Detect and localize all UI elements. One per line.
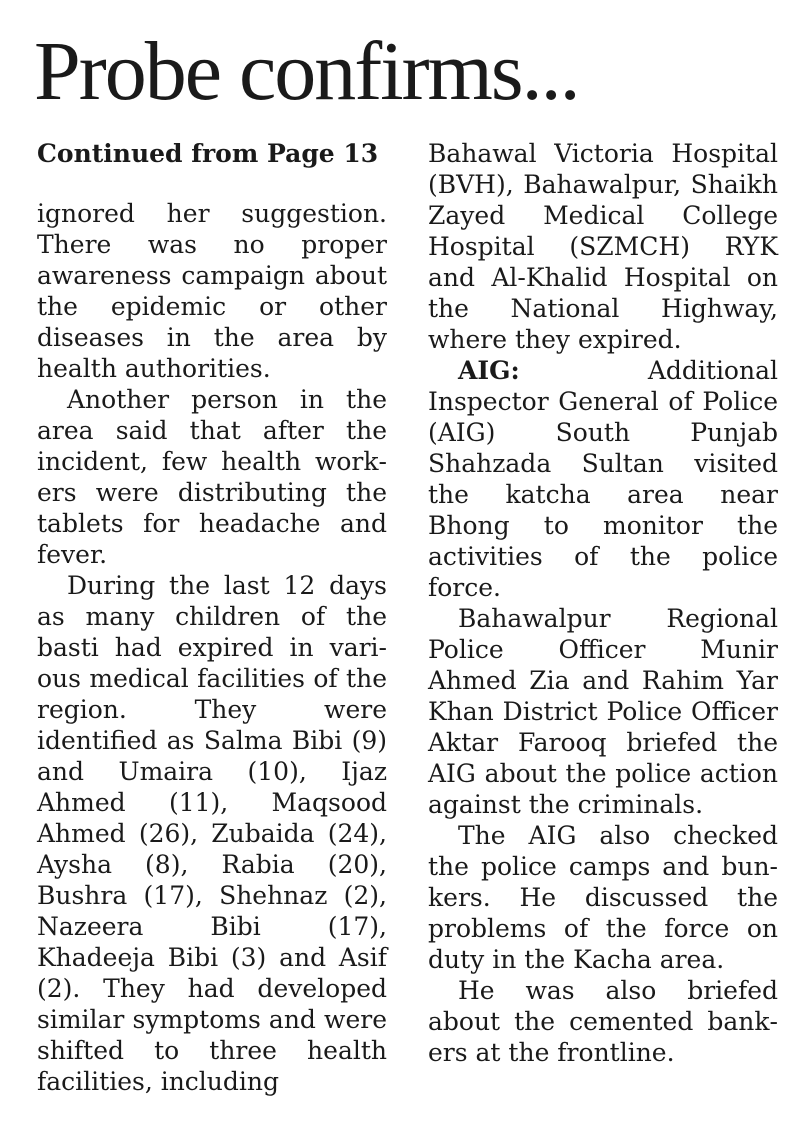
continued-from-label: Continued from Page 13 xyxy=(37,139,379,168)
run-in-heading: AIG: xyxy=(458,356,520,385)
left-column-body xyxy=(37,198,387,1097)
headline: Probe confirms... xyxy=(34,25,579,118)
paragraph xyxy=(428,975,778,1068)
paragraph xyxy=(37,384,387,570)
right-column xyxy=(428,138,778,1068)
paragraph-text: Bahawal Victoria Hospital (BVH), Bahawalpur, Shaikh Zayed Medical College Hospital (SZMCH) RYK and Al-Khalid Hospital on the National Highway, where they expired. xyxy=(428,139,778,354)
paragraph-text: ignored her suggestion. There was no proper awareness campaign about the epidemic or other diseases in the area by health authorities. xyxy=(37,199,387,383)
right-column-body xyxy=(428,138,778,1068)
paragraph-text: During the last 12 days as many children of the basti had expired in various medical facilities of the region. They were identified as Salma Bibi (9) and Umaira (10), Ijaz Ahmed (11), Maqsood Ahmed (26), Zubaida (24), Aysha (8), Rabia (20), Bushra (17), Shehnaz (2), Nazeera Bibi (17), Khadeeja Bibi (3) and Asif (2). They had developed similar symptoms and were shifted to three health facilities, including xyxy=(37,571,387,1096)
paragraph-text: Additional Inspector General of Police (AIG) South Punjab Shahzada Sultan visited the katcha area near Bhong to monitor the activities of the police force. xyxy=(428,356,778,602)
paragraph xyxy=(428,820,778,975)
paragraph xyxy=(37,198,387,384)
paragraph-text: The AIG also checked the police camps and bunkers. He discussed the problems of the force on duty in the Kacha area. xyxy=(428,821,778,974)
paragraph xyxy=(37,570,387,1097)
paragraph xyxy=(428,138,778,355)
paragraph-text: Bahawalpur Regional Police Officer Munir Ahmed Zia and Rahim Yar Khan District Police Officer Aktar Farooq briefed the AIG about the police action against the criminals. xyxy=(428,604,778,819)
paragraph xyxy=(428,603,778,820)
paragraph-text: Another person in the area said that after the incident, few health workers were distributing the tablets for headache and fever. xyxy=(37,385,387,569)
left-column xyxy=(37,138,387,1097)
paragraph-text: He was also briefed about the cemented bankers at the frontline. xyxy=(428,976,778,1067)
paragraph xyxy=(428,355,778,603)
